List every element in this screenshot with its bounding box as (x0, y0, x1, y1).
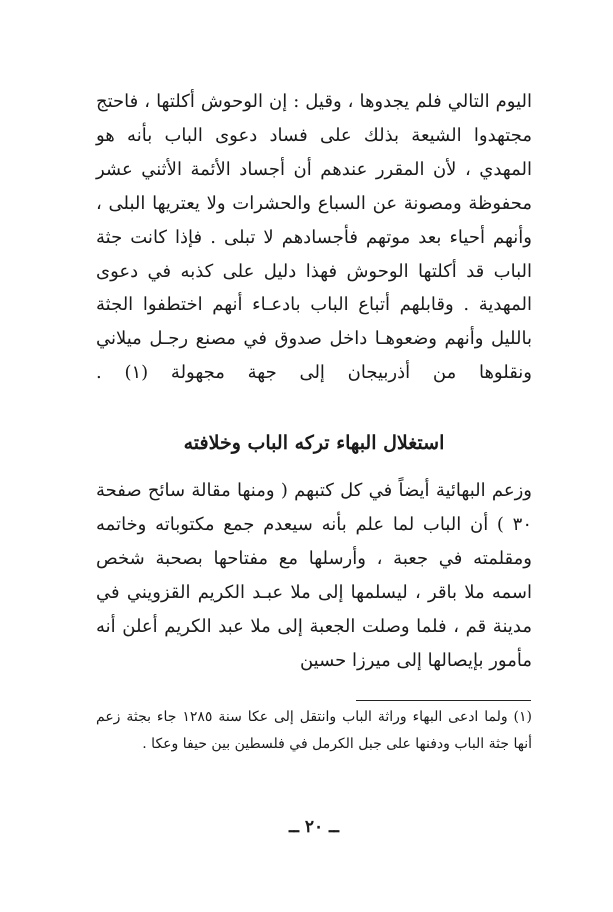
body-paragraph-1: اليوم التالي فلم يجدوها ، وقيل : إن الوحوش أكلتها ، فاحتج مجتهدوا الشيعة بذلك على فساد دعوى الباب بأنه هو المهدي ، لأن المقرر عندهم أن أجساد الأئمة الأثني عشر محفوظة ومصونة عن السباع والحشرات ولا يعتريها البلى ، وأنهم أحياء بعد موتهم فأجسادهم لا تبلى . فإذا كانت جثة الباب قد أكلتها الوحوش فهذا دليل على كذبه في دعوى المهدية . وقابلهم أتباع الباب بادعـاء أنهم اختطفوا الجثة بالليل وأنهم وضعوهـا داخل صدوق في مصنع رجـل ميلاني ونقلوها من أذربيجان إلى جهة مجهولة (١) . (96, 91, 533, 384)
footnote: (١) ولما ادعى البهاء وراثة الباب وانتقل إلى عكا سنة ١٢٨٥ جاء بجثة زعم أنها جثة الباب ودفنها على جبل الكرمل في فلسطين بين حيفا وعكا . (96, 709, 532, 752)
page-number: ــ ٢٠ ــ (288, 817, 340, 837)
footnote-divider (356, 700, 531, 701)
body-paragraph-2: وزعم البهائية أيضاً في كل كتبهم ( ومنها مقالة سائح صفحة ٣٠ ) أن الباب لما علم بأنه سيعدم جمع مكتوباته وخاتمه ومقلمته في جعبة ، وأرسلها مع مفتاحها بصحبة شخص اسمه ملا باقر ، ليسلمها إلى ملا عبـد الكريم القزويني في مدينة قم ، فلما وصلت الجعبة إلى ملا عبد الكريم أعلن أنه مأمور بإيصالها إلى ميرزا حسين (96, 480, 532, 671)
section-heading: استغلال البهاء تركه الباب وخلافته (183, 432, 445, 454)
